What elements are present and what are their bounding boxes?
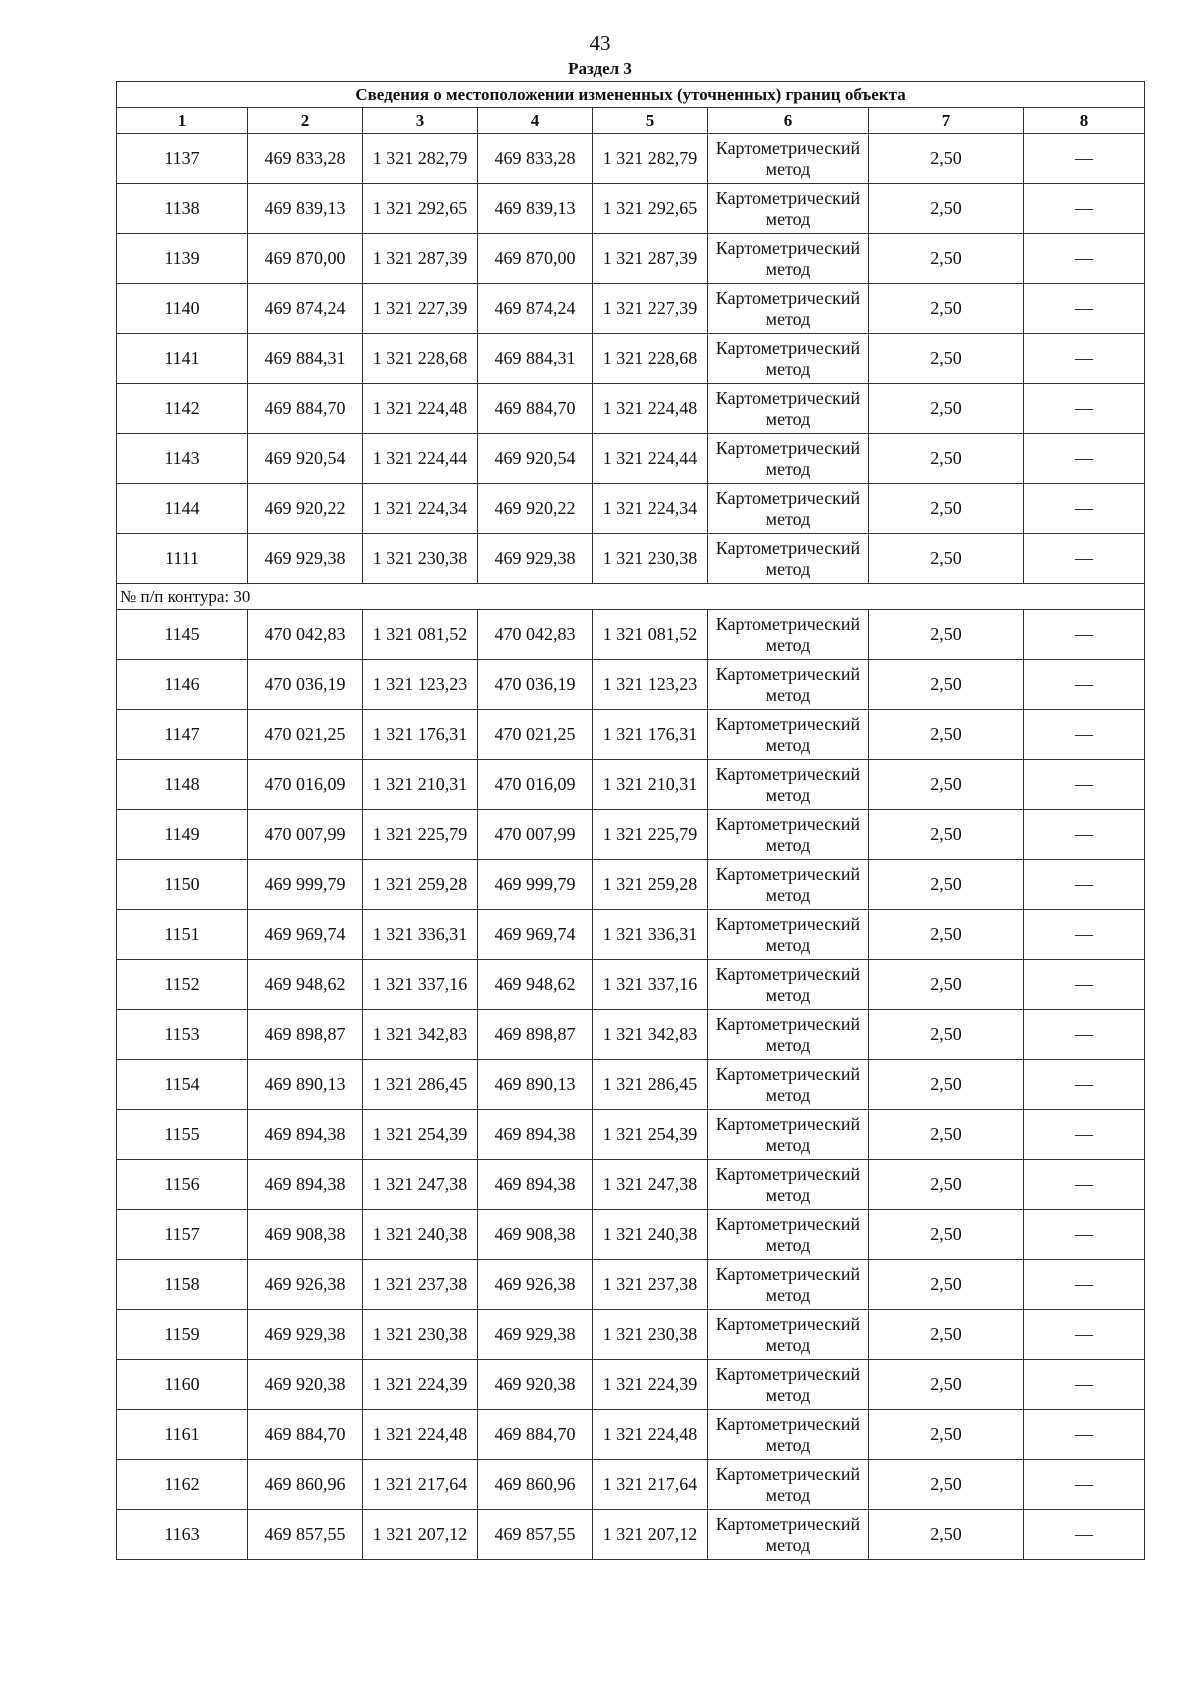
x-new-cell: 469 870,00 xyxy=(478,234,593,284)
table-row xyxy=(117,960,1145,1010)
x-new-cell: 469 926,38 xyxy=(478,1260,593,1310)
point-number-cell: 1161 xyxy=(117,1410,248,1460)
accuracy-cell: 2,50 xyxy=(869,134,1024,184)
y-new-cell: 1 321 254,39 xyxy=(593,1110,708,1160)
accuracy-cell: 2,50 xyxy=(869,1510,1024,1560)
point-number-cell: 1111 xyxy=(117,534,248,584)
y-new-cell: 1 321 176,31 xyxy=(593,710,708,760)
accuracy-cell: 2,50 xyxy=(869,1460,1024,1510)
description-cell: — xyxy=(1024,1510,1145,1560)
y-existing-cell: 1 321 207,12 xyxy=(363,1510,478,1560)
table-row xyxy=(117,910,1145,960)
y-new-cell: 1 321 240,38 xyxy=(593,1210,708,1260)
y-existing-cell: 1 321 228,68 xyxy=(363,334,478,384)
accuracy-cell: 2,50 xyxy=(869,484,1024,534)
accuracy-cell: 2,50 xyxy=(869,1060,1024,1110)
y-new-cell: 1 321 207,12 xyxy=(593,1510,708,1560)
y-new-cell: 1 321 081,52 xyxy=(593,610,708,660)
description-cell: — xyxy=(1024,1360,1145,1410)
description-cell: — xyxy=(1024,810,1145,860)
point-number-cell: 1138 xyxy=(117,184,248,234)
y-new-cell: 1 321 224,44 xyxy=(593,434,708,484)
description-cell: — xyxy=(1024,1010,1145,1060)
x-existing-cell: 469 860,96 xyxy=(248,1460,363,1510)
point-number-cell: 1163 xyxy=(117,1510,248,1560)
y-existing-cell: 1 321 217,64 xyxy=(363,1460,478,1510)
method-cell: Картометрический метод xyxy=(708,1410,869,1460)
point-number-cell: 1147 xyxy=(117,710,248,760)
method-cell: Картометрический метод xyxy=(708,1010,869,1060)
table-row xyxy=(117,384,1145,434)
y-new-cell: 1 321 237,38 xyxy=(593,1260,708,1310)
description-cell: — xyxy=(1024,1410,1145,1460)
accuracy-cell: 2,50 xyxy=(869,534,1024,584)
description-cell: — xyxy=(1024,860,1145,910)
table-row xyxy=(117,434,1145,484)
y-existing-cell: 1 321 224,44 xyxy=(363,434,478,484)
column-number: 3 xyxy=(363,108,478,134)
x-new-cell: 469 894,38 xyxy=(478,1160,593,1210)
accuracy-cell: 2,50 xyxy=(869,910,1024,960)
table-row xyxy=(117,1310,1145,1360)
point-number-cell: 1152 xyxy=(117,960,248,1010)
y-existing-cell: 1 321 230,38 xyxy=(363,1310,478,1360)
x-existing-cell: 469 920,54 xyxy=(248,434,363,484)
y-new-cell: 1 321 292,65 xyxy=(593,184,708,234)
accuracy-cell: 2,50 xyxy=(869,184,1024,234)
point-number-cell: 1140 xyxy=(117,284,248,334)
table-row xyxy=(117,134,1145,184)
x-existing-cell: 469 969,74 xyxy=(248,910,363,960)
method-cell: Картометрический метод xyxy=(708,134,869,184)
method-cell: Картометрический метод xyxy=(708,1510,869,1560)
column-number: 5 xyxy=(593,108,708,134)
x-existing-cell: 469 890,13 xyxy=(248,1060,363,1110)
y-existing-cell: 1 321 237,38 xyxy=(363,1260,478,1310)
accuracy-cell: 2,50 xyxy=(869,860,1024,910)
y-new-cell: 1 321 247,38 xyxy=(593,1160,708,1210)
table-row xyxy=(117,1260,1145,1310)
x-existing-cell: 469 908,38 xyxy=(248,1210,363,1260)
y-existing-cell: 1 321 282,79 xyxy=(363,134,478,184)
x-new-cell: 469 857,55 xyxy=(478,1510,593,1560)
table-row xyxy=(117,1060,1145,1110)
table-row xyxy=(117,234,1145,284)
method-cell: Картометрический метод xyxy=(708,434,869,484)
accuracy-cell: 2,50 xyxy=(869,384,1024,434)
table-caption-row xyxy=(117,82,1145,108)
contour-header-row xyxy=(117,584,1145,610)
point-number-cell: 1150 xyxy=(117,860,248,910)
point-number-cell: 1145 xyxy=(117,610,248,660)
table-row xyxy=(117,334,1145,384)
table-row xyxy=(117,284,1145,334)
point-number-cell: 1146 xyxy=(117,660,248,710)
x-existing-cell: 469 874,24 xyxy=(248,284,363,334)
accuracy-cell: 2,50 xyxy=(869,1110,1024,1160)
method-cell: Картометрический метод xyxy=(708,760,869,810)
y-existing-cell: 1 321 123,23 xyxy=(363,660,478,710)
method-cell: Картометрический метод xyxy=(708,484,869,534)
x-new-cell: 469 884,70 xyxy=(478,1410,593,1460)
section-title: Раздел 3 xyxy=(568,59,632,78)
contour-label: № п/п контура: 30 xyxy=(117,584,1145,610)
table-row xyxy=(117,860,1145,910)
y-new-cell: 1 321 228,68 xyxy=(593,334,708,384)
x-new-cell: 469 920,22 xyxy=(478,484,593,534)
y-new-cell: 1 321 337,16 xyxy=(593,960,708,1010)
description-cell: — xyxy=(1024,610,1145,660)
x-new-cell: 469 920,38 xyxy=(478,1360,593,1410)
description-cell: — xyxy=(1024,1460,1145,1510)
x-existing-cell: 469 920,38 xyxy=(248,1360,363,1410)
method-cell: Картометрический метод xyxy=(708,284,869,334)
x-new-cell: 469 894,38 xyxy=(478,1110,593,1160)
method-cell: Картометрический метод xyxy=(708,1460,869,1510)
table-row xyxy=(117,1460,1145,1510)
method-cell: Картометрический метод xyxy=(708,384,869,434)
x-new-cell: 470 016,09 xyxy=(478,760,593,810)
x-new-cell: 470 021,25 xyxy=(478,710,593,760)
x-existing-cell: 469 870,00 xyxy=(248,234,363,284)
y-new-cell: 1 321 287,39 xyxy=(593,234,708,284)
point-number-cell: 1144 xyxy=(117,484,248,534)
x-existing-cell: 470 007,99 xyxy=(248,810,363,860)
accuracy-cell: 2,50 xyxy=(869,960,1024,1010)
x-new-cell: 469 948,62 xyxy=(478,960,593,1010)
x-existing-cell: 469 929,38 xyxy=(248,534,363,584)
y-new-cell: 1 321 227,39 xyxy=(593,284,708,334)
point-number-cell: 1153 xyxy=(117,1010,248,1060)
y-existing-cell: 1 321 259,28 xyxy=(363,860,478,910)
table-row xyxy=(117,484,1145,534)
accuracy-cell: 2,50 xyxy=(869,660,1024,710)
y-existing-cell: 1 321 292,65 xyxy=(363,184,478,234)
y-existing-cell: 1 321 224,34 xyxy=(363,484,478,534)
x-new-cell: 469 898,87 xyxy=(478,1010,593,1060)
y-existing-cell: 1 321 227,39 xyxy=(363,284,478,334)
column-number: 4 xyxy=(478,108,593,134)
x-existing-cell: 469 884,70 xyxy=(248,1410,363,1460)
method-cell: Картометрический метод xyxy=(708,610,869,660)
y-existing-cell: 1 321 225,79 xyxy=(363,810,478,860)
accuracy-cell: 2,50 xyxy=(869,234,1024,284)
y-existing-cell: 1 321 210,31 xyxy=(363,760,478,810)
description-cell: — xyxy=(1024,760,1145,810)
y-new-cell: 1 321 224,39 xyxy=(593,1360,708,1410)
boundary-coordinates-table xyxy=(116,81,1145,1560)
description-cell: — xyxy=(1024,384,1145,434)
table-row xyxy=(117,660,1145,710)
y-new-cell: 1 321 217,64 xyxy=(593,1460,708,1510)
method-cell: Картометрический метод xyxy=(708,184,869,234)
method-cell: Картометрический метод xyxy=(708,860,869,910)
point-number-cell: 1142 xyxy=(117,384,248,434)
point-number-cell: 1156 xyxy=(117,1160,248,1210)
method-cell: Картометрический метод xyxy=(708,910,869,960)
x-new-cell: 469 929,38 xyxy=(478,1310,593,1360)
description-cell: — xyxy=(1024,710,1145,760)
point-number-cell: 1157 xyxy=(117,1210,248,1260)
accuracy-cell: 2,50 xyxy=(869,1210,1024,1260)
description-cell: — xyxy=(1024,284,1145,334)
table-caption: Сведения о местоположении измененных (уточненных) границ объекта xyxy=(117,82,1145,108)
x-existing-cell: 470 021,25 xyxy=(248,710,363,760)
description-cell: — xyxy=(1024,434,1145,484)
description-cell: — xyxy=(1024,960,1145,1010)
method-cell: Картометрический метод xyxy=(708,1110,869,1160)
method-cell: Картометрический метод xyxy=(708,960,869,1010)
y-existing-cell: 1 321 337,16 xyxy=(363,960,478,1010)
table-row xyxy=(117,1110,1145,1160)
y-new-cell: 1 321 224,48 xyxy=(593,1410,708,1460)
y-existing-cell: 1 321 176,31 xyxy=(363,710,478,760)
y-existing-cell: 1 321 224,48 xyxy=(363,384,478,434)
description-cell: — xyxy=(1024,1310,1145,1360)
x-existing-cell: 470 042,83 xyxy=(248,610,363,660)
y-new-cell: 1 321 224,34 xyxy=(593,484,708,534)
y-new-cell: 1 321 230,38 xyxy=(593,1310,708,1360)
x-new-cell: 470 042,83 xyxy=(478,610,593,660)
y-new-cell: 1 321 225,79 xyxy=(593,810,708,860)
x-new-cell: 469 833,28 xyxy=(478,134,593,184)
table-row xyxy=(117,810,1145,860)
column-number: 6 xyxy=(708,108,869,134)
column-number: 8 xyxy=(1024,108,1145,134)
description-cell: — xyxy=(1024,184,1145,234)
accuracy-cell: 2,50 xyxy=(869,1310,1024,1360)
method-cell: Картометрический метод xyxy=(708,234,869,284)
method-cell: Картометрический метод xyxy=(708,1360,869,1410)
y-new-cell: 1 321 210,31 xyxy=(593,760,708,810)
table-row xyxy=(117,1410,1145,1460)
y-existing-cell: 1 321 247,38 xyxy=(363,1160,478,1210)
point-number-cell: 1151 xyxy=(117,910,248,960)
table-row xyxy=(117,610,1145,660)
point-number-cell: 1141 xyxy=(117,334,248,384)
y-existing-cell: 1 321 342,83 xyxy=(363,1010,478,1060)
point-number-cell: 1139 xyxy=(117,234,248,284)
y-existing-cell: 1 321 224,48 xyxy=(363,1410,478,1460)
table-row xyxy=(117,1210,1145,1260)
method-cell: Картометрический метод xyxy=(708,1060,869,1110)
description-cell: — xyxy=(1024,484,1145,534)
x-existing-cell: 469 884,70 xyxy=(248,384,363,434)
y-new-cell: 1 321 342,83 xyxy=(593,1010,708,1060)
x-existing-cell: 469 898,87 xyxy=(248,1010,363,1060)
x-existing-cell: 469 833,28 xyxy=(248,134,363,184)
x-existing-cell: 469 839,13 xyxy=(248,184,363,234)
column-number: 1 xyxy=(117,108,248,134)
point-number-cell: 1160 xyxy=(117,1360,248,1410)
y-new-cell: 1 321 259,28 xyxy=(593,860,708,910)
description-cell: — xyxy=(1024,1260,1145,1310)
table-row xyxy=(117,534,1145,584)
description-cell: — xyxy=(1024,1110,1145,1160)
y-new-cell: 1 321 123,23 xyxy=(593,660,708,710)
point-number-cell: 1162 xyxy=(117,1460,248,1510)
column-number-row xyxy=(117,108,1145,134)
y-new-cell: 1 321 286,45 xyxy=(593,1060,708,1110)
x-new-cell: 469 884,70 xyxy=(478,384,593,434)
accuracy-cell: 2,50 xyxy=(869,1260,1024,1310)
method-cell: Картометрический метод xyxy=(708,534,869,584)
accuracy-cell: 2,50 xyxy=(869,710,1024,760)
y-existing-cell: 1 321 336,31 xyxy=(363,910,478,960)
x-existing-cell: 469 894,38 xyxy=(248,1110,363,1160)
y-existing-cell: 1 321 224,39 xyxy=(363,1360,478,1410)
y-existing-cell: 1 321 286,45 xyxy=(363,1060,478,1110)
method-cell: Картометрический метод xyxy=(708,1310,869,1360)
table-row xyxy=(117,1160,1145,1210)
x-new-cell: 469 884,31 xyxy=(478,334,593,384)
accuracy-cell: 2,50 xyxy=(869,1160,1024,1210)
x-existing-cell: 470 016,09 xyxy=(248,760,363,810)
description-cell: — xyxy=(1024,334,1145,384)
method-cell: Картометрический метод xyxy=(708,710,869,760)
x-existing-cell: 469 920,22 xyxy=(248,484,363,534)
x-new-cell: 469 969,74 xyxy=(478,910,593,960)
description-cell: — xyxy=(1024,910,1145,960)
y-new-cell: 1 321 224,48 xyxy=(593,384,708,434)
method-cell: Картометрический метод xyxy=(708,810,869,860)
accuracy-cell: 2,50 xyxy=(869,760,1024,810)
point-number-cell: 1148 xyxy=(117,760,248,810)
column-number: 7 xyxy=(869,108,1024,134)
page-number: 43 xyxy=(589,31,611,55)
y-new-cell: 1 321 230,38 xyxy=(593,534,708,584)
accuracy-cell: 2,50 xyxy=(869,334,1024,384)
y-existing-cell: 1 321 230,38 xyxy=(363,534,478,584)
point-number-cell: 1155 xyxy=(117,1110,248,1160)
point-number-cell: 1149 xyxy=(117,810,248,860)
point-number-cell: 1158 xyxy=(117,1260,248,1310)
method-cell: Картометрический метод xyxy=(708,660,869,710)
table-body xyxy=(117,82,1145,1560)
y-new-cell: 1 321 336,31 xyxy=(593,910,708,960)
description-cell: — xyxy=(1024,1160,1145,1210)
description-cell: — xyxy=(1024,234,1145,284)
accuracy-cell: 2,50 xyxy=(869,1010,1024,1060)
accuracy-cell: 2,50 xyxy=(869,1360,1024,1410)
description-cell: — xyxy=(1024,534,1145,584)
x-existing-cell: 469 926,38 xyxy=(248,1260,363,1310)
x-new-cell: 470 036,19 xyxy=(478,660,593,710)
y-existing-cell: 1 321 287,39 xyxy=(363,234,478,284)
x-new-cell: 469 999,79 xyxy=(478,860,593,910)
point-number-cell: 1137 xyxy=(117,134,248,184)
description-cell: — xyxy=(1024,1210,1145,1260)
description-cell: — xyxy=(1024,134,1145,184)
accuracy-cell: 2,50 xyxy=(869,810,1024,860)
x-existing-cell: 470 036,19 xyxy=(248,660,363,710)
accuracy-cell: 2,50 xyxy=(869,610,1024,660)
method-cell: Картометрический метод xyxy=(708,1210,869,1260)
point-number-cell: 1159 xyxy=(117,1310,248,1360)
x-existing-cell: 469 857,55 xyxy=(248,1510,363,1560)
table-row xyxy=(117,1010,1145,1060)
y-existing-cell: 1 321 240,38 xyxy=(363,1210,478,1260)
point-number-cell: 1143 xyxy=(117,434,248,484)
method-cell: Картометрический метод xyxy=(708,334,869,384)
method-cell: Картометрический метод xyxy=(708,1260,869,1310)
point-number-cell: 1154 xyxy=(117,1060,248,1110)
x-new-cell: 469 860,96 xyxy=(478,1460,593,1510)
y-new-cell: 1 321 282,79 xyxy=(593,134,708,184)
table-row xyxy=(117,1360,1145,1410)
x-new-cell: 469 839,13 xyxy=(478,184,593,234)
accuracy-cell: 2,50 xyxy=(869,1410,1024,1460)
y-existing-cell: 1 321 081,52 xyxy=(363,610,478,660)
description-cell: — xyxy=(1024,660,1145,710)
table-row xyxy=(117,760,1145,810)
table-row xyxy=(117,710,1145,760)
table-row xyxy=(117,184,1145,234)
table-row xyxy=(117,1510,1145,1560)
x-new-cell: 470 007,99 xyxy=(478,810,593,860)
x-new-cell: 469 929,38 xyxy=(478,534,593,584)
y-existing-cell: 1 321 254,39 xyxy=(363,1110,478,1160)
description-cell: — xyxy=(1024,1060,1145,1110)
x-existing-cell: 469 929,38 xyxy=(248,1310,363,1360)
accuracy-cell: 2,50 xyxy=(869,434,1024,484)
x-new-cell: 469 920,54 xyxy=(478,434,593,484)
x-existing-cell: 469 948,62 xyxy=(248,960,363,1010)
x-existing-cell: 469 884,31 xyxy=(248,334,363,384)
x-existing-cell: 469 894,38 xyxy=(248,1160,363,1210)
x-new-cell: 469 908,38 xyxy=(478,1210,593,1260)
x-existing-cell: 469 999,79 xyxy=(248,860,363,910)
x-new-cell: 469 890,13 xyxy=(478,1060,593,1110)
accuracy-cell: 2,50 xyxy=(869,284,1024,334)
column-number: 2 xyxy=(248,108,363,134)
method-cell: Картометрический метод xyxy=(708,1160,869,1210)
x-new-cell: 469 874,24 xyxy=(478,284,593,334)
